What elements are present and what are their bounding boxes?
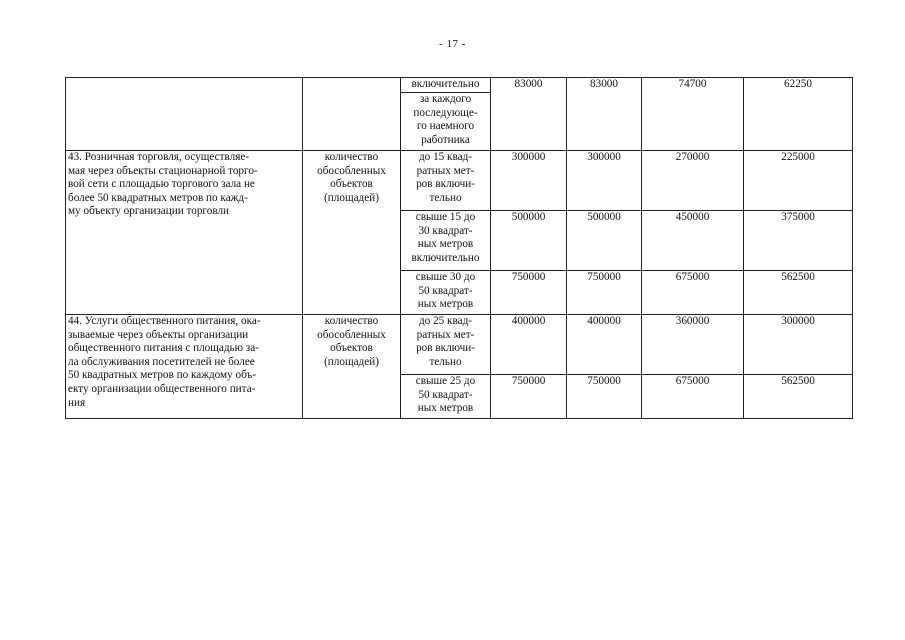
value-cell: 300000 <box>744 315 853 375</box>
value-cell: 83000 <box>491 78 567 151</box>
value-cell: 500000 <box>567 211 642 271</box>
value-cell: 750000 <box>491 271 567 315</box>
value-cell: 562500 <box>744 271 853 315</box>
condition-cell: свыше 25 до 50 квадрат- ных метров <box>401 375 491 419</box>
condition-cell: до 25 квад- ратных мет- ров включи- тельно <box>401 315 491 375</box>
value-cell: 400000 <box>491 315 567 375</box>
value-cell: 400000 <box>567 315 642 375</box>
item-44-unit: количество обособленных объектов (площадей) <box>303 315 401 419</box>
condition-cell: за каждого последующе- го наемного работника <box>401 93 491 151</box>
value-cell: 450000 <box>642 211 744 271</box>
value-cell: 750000 <box>567 271 642 315</box>
value-cell: 675000 <box>642 375 744 419</box>
item-43-unit: количество обособленных объектов (площадей) <box>303 151 401 315</box>
condition-cell: до 15 квад- ратных мет- ров включи- тельно <box>401 151 491 211</box>
condition-cell: свыше 15 до 30 квадрат- ных метров включительно <box>401 211 491 271</box>
value-cell: 225000 <box>744 151 853 211</box>
value-cell: 562500 <box>744 375 853 419</box>
value-cell: 500000 <box>491 211 567 271</box>
value-cell: 62250 <box>744 78 853 151</box>
unit-cell-empty <box>303 78 401 151</box>
value-cell: 300000 <box>567 151 642 211</box>
value-cell: 675000 <box>642 271 744 315</box>
table-row <box>66 78 853 93</box>
value-cell: 270000 <box>642 151 744 211</box>
value-cell: 74700 <box>642 78 744 151</box>
item-44-description: 44. Услуги общественного питания, ока- зываемые через объекты организации общественного питания с площадью за- ла обслуживания посетителей не более 50 квадратных метров по каждому объ- екту организации общественного пита- ния <box>66 315 303 419</box>
table-row <box>66 151 853 211</box>
condition-cell: свыше 30 до 50 квадрат- ных метров <box>401 271 491 315</box>
tariff-table <box>65 77 853 419</box>
value-cell: 300000 <box>491 151 567 211</box>
page-number: - 17 - <box>439 38 466 50</box>
desc-cell-empty <box>66 78 303 151</box>
table-row <box>66 315 853 375</box>
item-43-description: 43. Розничная торговля, осуществляе- мая через объекты стационарной торго- вой сети с площадью торгового зала не более 50 квадратных метров по кажд- му объекту организации торговли <box>66 151 303 315</box>
condition-cell: включительно <box>401 78 491 93</box>
value-cell: 750000 <box>567 375 642 419</box>
value-cell: 375000 <box>744 211 853 271</box>
value-cell: 83000 <box>567 78 642 151</box>
value-cell: 750000 <box>491 375 567 419</box>
value-cell: 360000 <box>642 315 744 375</box>
